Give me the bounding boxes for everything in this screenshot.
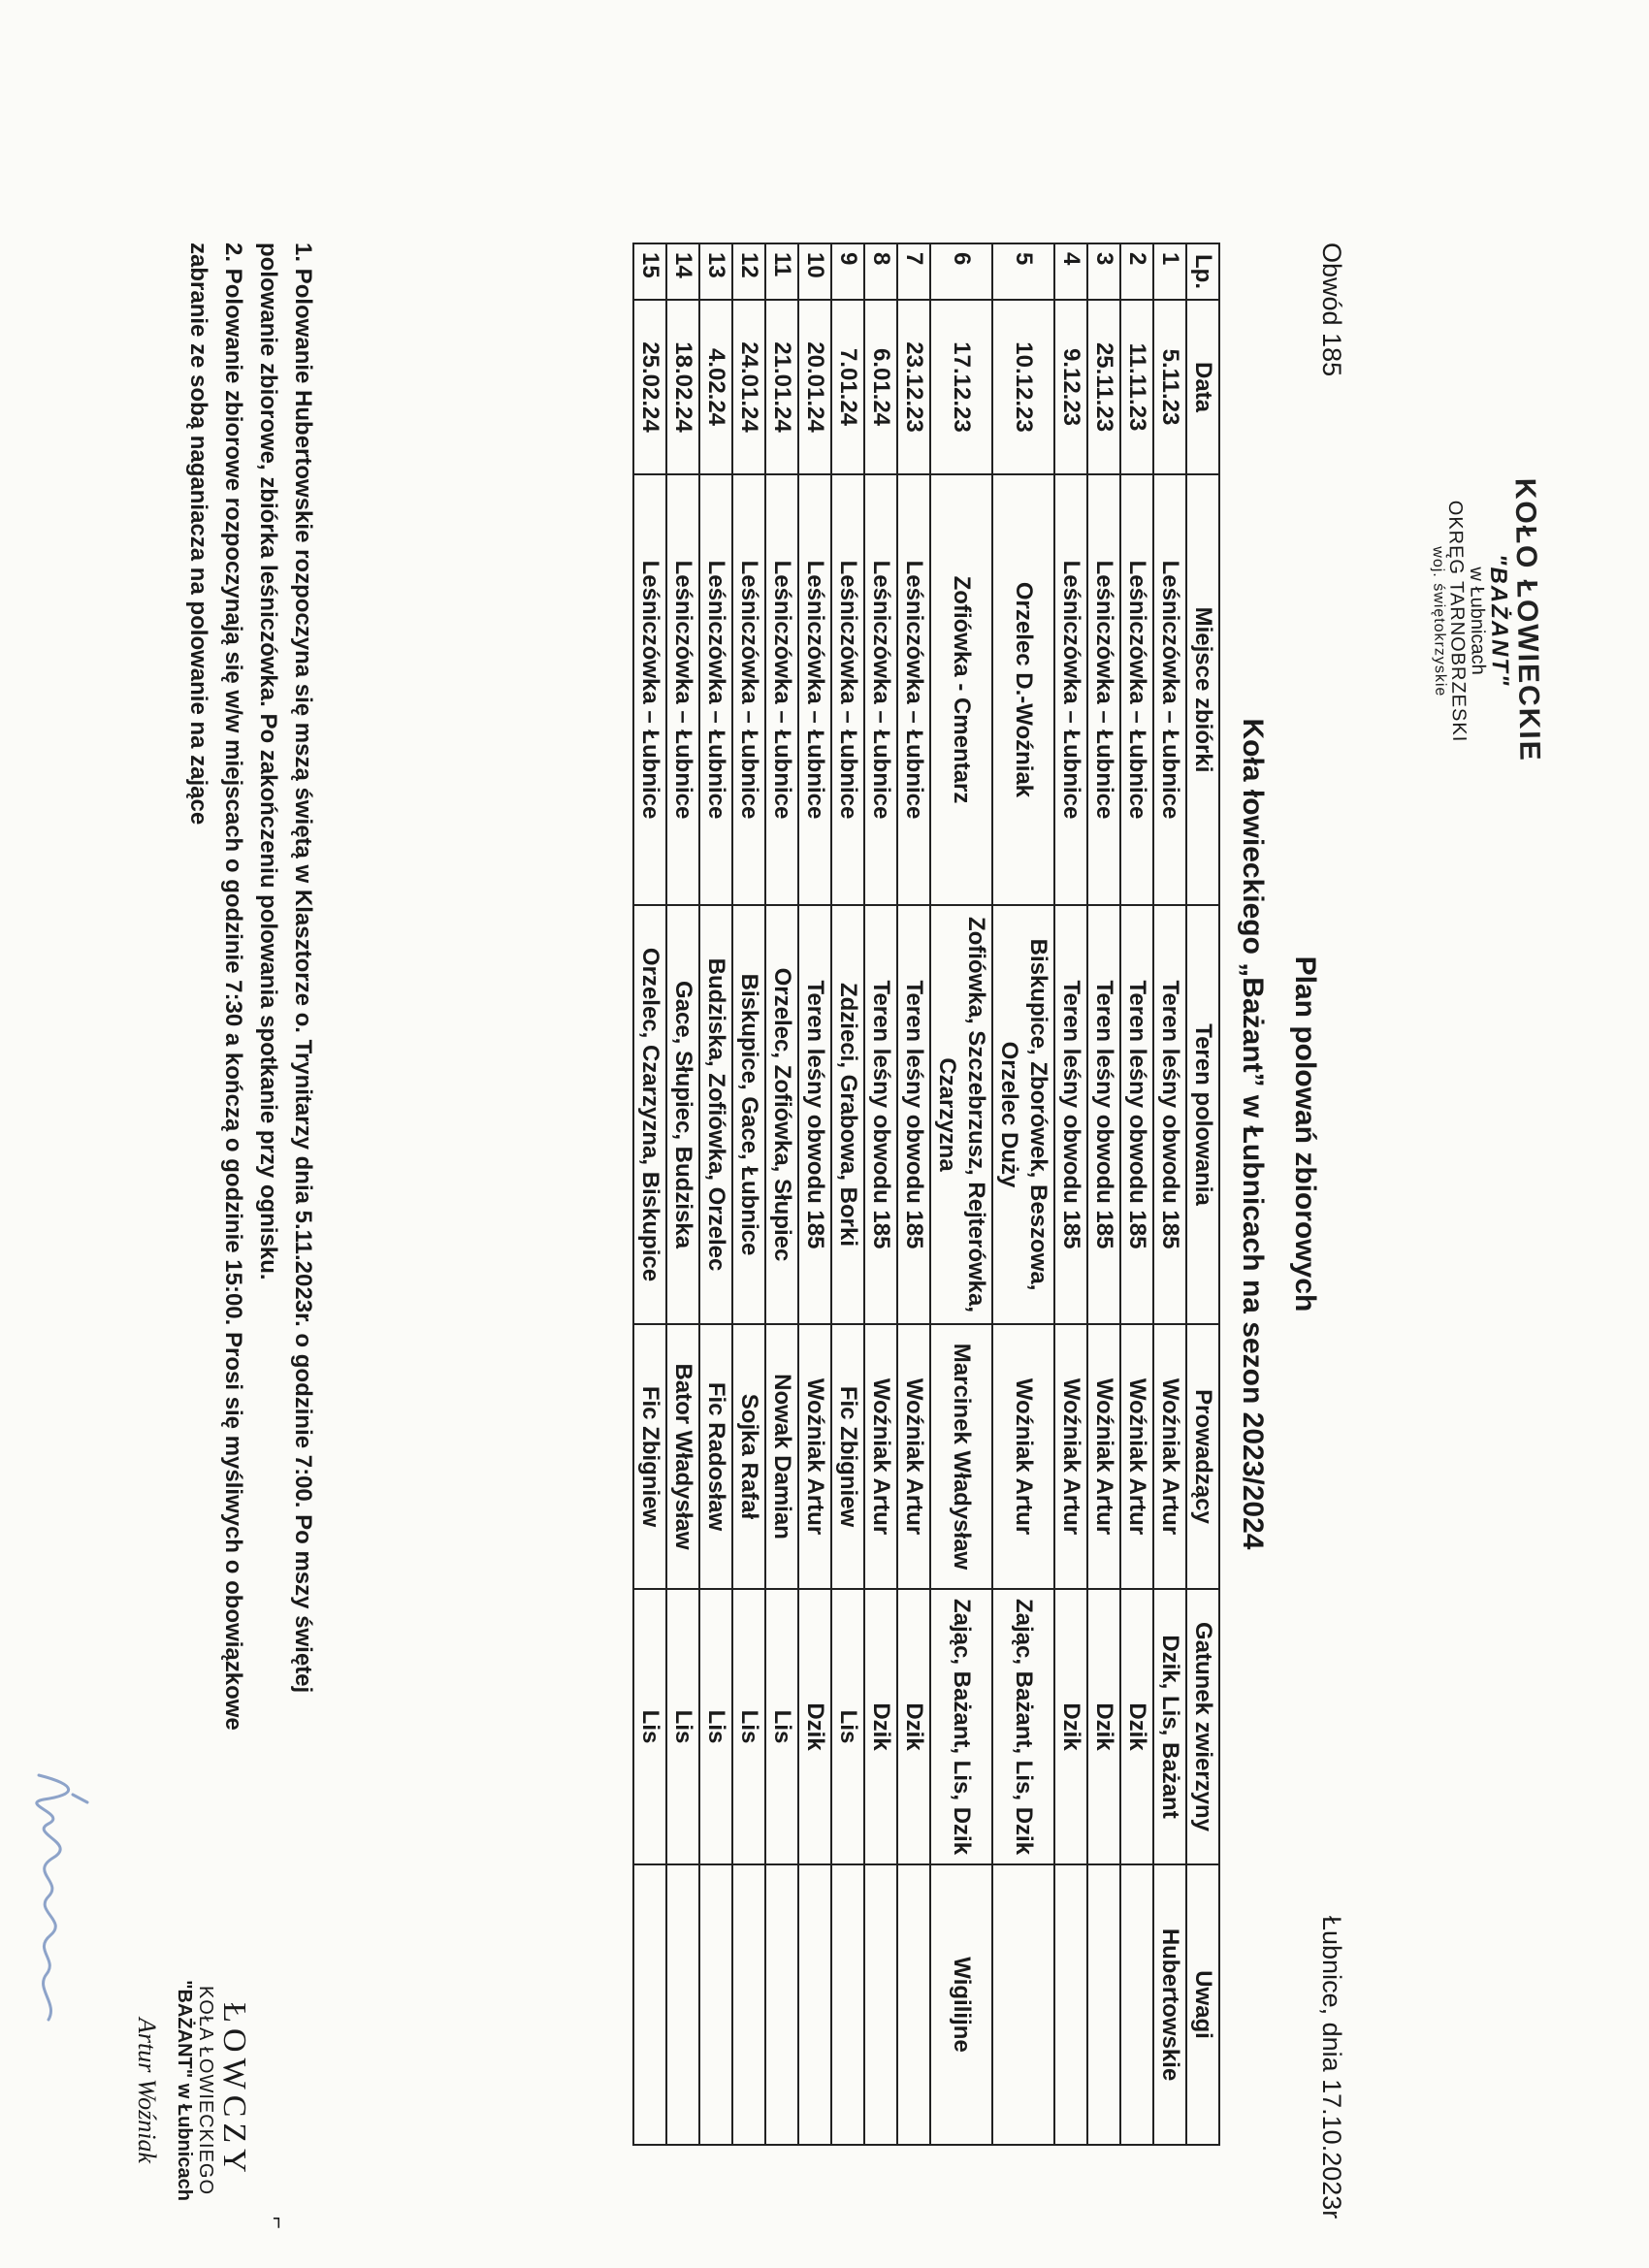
cell-data: 5.11.23 [1153, 300, 1186, 474]
notes-section [180, 243, 320, 2183]
header-gatunek: Gatunek zwierzyny [1186, 1589, 1219, 1864]
cell-gatunek: Zając, Bażant, Lis, Dzik [930, 1589, 992, 1864]
signature-line-2: KOŁA ŁOWIECKIEGO [194, 1985, 216, 2196]
table-row [992, 243, 1054, 2145]
cell-miejsce: Leśniczówka – Łubnice [897, 474, 930, 905]
note-1-line-2: polowanie zbiorowe, zbiórka leśniczówka. Po zakończeniu polowania spotkanie przy ognisku. [255, 243, 281, 1280]
cell-data: 11.11.23 [1120, 300, 1153, 474]
cell-prowadzacy: Nowak Damian [765, 1324, 798, 1589]
cell-gatunek: Zając, Bażant, Lis, Dzik [992, 1589, 1054, 1864]
cell-miejsce: Leśniczówka – Łubnice [864, 474, 897, 905]
obwod-label: Obwód 185 [1317, 243, 1346, 377]
cell-data: 4.02.24 [699, 300, 732, 474]
cell-gatunek: Lis [633, 1589, 666, 1864]
cell-teren: Budziska, Zofiówka, Orzelec [699, 905, 732, 1324]
table-row [765, 243, 798, 2145]
cell-lp: 2 [1120, 243, 1153, 300]
cell-prowadzacy: Woźniak Artur [1054, 1324, 1087, 1589]
stamp-line-2: "BAŻANT" [1485, 553, 1514, 688]
cell-teren: Teren leśny obwodu 185 [1087, 905, 1120, 1324]
cell-miejsce: Orzelec D.-Woźniak [992, 474, 1054, 905]
cell-uwagi [633, 1864, 666, 2145]
document-subtitle: Koła łowieckiego „Bażant” w Łubnicach na sezon 2023/2024 [1237, 718, 1269, 1550]
cell-teren: Teren leśny obwodu 185 [1120, 905, 1153, 1324]
header-miejsce: Miejsce zbiórki [1186, 474, 1219, 905]
cell-data: 21.01.24 [765, 300, 798, 474]
handwritten-signature [10, 1766, 97, 2057]
table-row [699, 243, 732, 2145]
cell-data: 20.01.24 [798, 300, 831, 474]
cell-miejsce: Zofiówka - Cmentarz [930, 474, 992, 905]
signature-title: ŁOWCZY [216, 2002, 252, 2179]
cell-miejsce: Leśniczówka – Łubnice [666, 474, 699, 905]
header-prowadzacy: Prowadzący [1186, 1324, 1219, 1589]
header-data: Data [1186, 300, 1219, 474]
table-row [666, 243, 699, 2145]
cell-lp: 8 [864, 243, 897, 300]
document-title: Plan polowań zbiorowych [1289, 956, 1321, 1312]
cell-gatunek: Dzik [1054, 1589, 1087, 1864]
signature-stroke-accent [73, 1795, 87, 1802]
cell-lp: 4 [1054, 243, 1087, 300]
stamp-line-3: w Łubnicach [1466, 567, 1490, 675]
cell-prowadzacy: Woźniak Artur [1153, 1324, 1186, 1589]
cell-teren: Zofiówka, Szczebrzusz, Rejterówka, Czarzyzna [930, 905, 992, 1324]
stamp-line-5: woj. świętokrzyskie [1429, 546, 1449, 697]
cell-teren: Gace, Słupiec, Budziska [666, 905, 699, 1324]
cell-gatunek: Dzik [864, 1589, 897, 1864]
cell-data: 23.12.23 [897, 300, 930, 474]
table-row [897, 243, 930, 2145]
signature-stroke [37, 1775, 69, 2020]
cell-gatunek: Lis [732, 1589, 765, 1864]
cell-lp: 3 [1087, 243, 1120, 300]
cell-gatunek: Dzik, Lis, Bażant [1153, 1589, 1186, 1864]
cell-lp: 1 [1153, 243, 1186, 300]
cell-uwagi [1120, 1864, 1153, 2145]
cell-lp: 6 [930, 243, 992, 300]
cell-teren: Teren leśny obwodu 185 [798, 905, 831, 1324]
cell-miejsce: Leśniczówka – Łubnice [732, 474, 765, 905]
cell-prowadzacy: Woźniak Artur [897, 1324, 930, 1589]
cell-uwagi: Hubertowskie [1153, 1864, 1186, 2145]
cell-teren: Teren leśny obwodu 185 [897, 905, 930, 1324]
cell-teren: Orzelec, Czarzyzna, Biskupice [633, 905, 666, 1324]
cell-data: 18.02.24 [666, 300, 699, 474]
table-row [633, 243, 666, 2145]
cell-uwagi [765, 1864, 798, 2145]
cell-miejsce: Leśniczówka – Łubnice [765, 474, 798, 905]
cell-teren: Zdzieci, Grabowa, Borki [831, 905, 864, 1324]
cell-teren: Orzelec, Zofiówka, Słupiec [765, 905, 798, 1324]
cell-lp: 10 [798, 243, 831, 300]
note-2-line-2: zabranie ze sobą naganiacza na polowanie na zające [185, 243, 211, 826]
cell-gatunek: Dzik [1120, 1589, 1153, 1864]
cell-uwagi [897, 1864, 930, 2145]
note-2-line-1: 2. Polowanie zbiorowe rozpoczynają się w/w miejscach o godzinie 7:30 a kończą o godzinie 15:00. Prosi się myśliwych o obowiązkowe [220, 243, 246, 1731]
cell-miejsce: Leśniczówka – Łubnice [1120, 474, 1153, 905]
cell-miejsce: Leśniczówka – Łubnice [1054, 474, 1087, 905]
cell-uwagi: Wigilijne [930, 1864, 992, 2145]
table-row [864, 243, 897, 2145]
cell-lp: 7 [897, 243, 930, 300]
cell-teren: Teren leśny obwodu 185 [864, 905, 897, 1324]
table-header-row [1186, 243, 1219, 2145]
note-1-line-1: 1. Polowanie Hubertowskie rozpoczyna się mszą świętą w Klasztorze o. Trynitarzy dnia 5.11.2023r. o godzinie 7:00. Po mszy świętej [290, 243, 316, 1694]
hunt-plan-table [632, 243, 1220, 2146]
table-row [1120, 243, 1153, 2145]
cell-uwagi [1087, 1864, 1120, 2145]
cell-lp: 13 [699, 243, 732, 300]
signature-line-3: "BAŻANT" w Łubnicach [173, 1980, 195, 2201]
cell-prowadzacy: Fic Radosław [699, 1324, 732, 1589]
cell-uwagi [831, 1864, 864, 2145]
cell-miejsce: Leśniczówka – Łubnice [831, 474, 864, 905]
cell-data: 9.12.23 [1054, 300, 1087, 474]
table-row [732, 243, 765, 2145]
cell-data: 25.02.24 [633, 300, 666, 474]
cell-gatunek: Lis [666, 1589, 699, 1864]
stamp-line-1: KOŁO ŁOWIECKIE [1508, 477, 1546, 763]
cell-prowadzacy: Woźniak Artur [1120, 1324, 1153, 1589]
signature-name: Artur Woźniak [132, 2018, 161, 2163]
table-row [1087, 243, 1120, 2145]
cell-lp: 11 [765, 243, 798, 300]
cell-miejsce: Leśniczówka – Łubnice [1087, 474, 1120, 905]
header-lp: Lp. [1186, 243, 1219, 300]
club-stamp [1428, 455, 1545, 787]
cell-uwagi [992, 1864, 1054, 2145]
cell-uwagi [1054, 1864, 1087, 2145]
cell-miejsce: Leśniczówka – Łubnice [633, 474, 666, 905]
cell-gatunek: Dzik [1087, 1589, 1120, 1864]
cell-prowadzacy: Sojka Rafał [732, 1324, 765, 1589]
cell-gatunek: Dzik [798, 1589, 831, 1864]
cell-uwagi [798, 1864, 831, 2145]
cell-data: 17.12.23 [930, 300, 992, 474]
place-date: Łubnice, dnia 17.10.2023r [1317, 1916, 1346, 2219]
cell-data: 6.01.24 [864, 300, 897, 474]
table-row [798, 243, 831, 2145]
cell-gatunek: Lis [765, 1589, 798, 1864]
cell-teren: Teren leśny obwodu 185 [1054, 905, 1087, 1324]
cell-gatunek: Lis [831, 1589, 864, 1864]
cell-gatunek: Lis [699, 1589, 732, 1864]
header-teren: Teren polowania [1186, 905, 1219, 1324]
cell-gatunek: Dzik [897, 1589, 930, 1864]
cell-lp: 15 [633, 243, 666, 300]
cell-data: 10.12.23 [992, 300, 1054, 474]
cell-lp: 9 [831, 243, 864, 300]
cell-lp: 5 [992, 243, 1054, 300]
cell-prowadzacy: Woźniak Artur [1087, 1324, 1120, 1589]
cell-prowadzacy: Woźniak Artur [864, 1324, 897, 1589]
cell-teren: Biskupice, Zborówek, Beszowa, Orzelec Duży [992, 905, 1054, 1324]
stamp-line-4: OKRĘG TARNOBRZESKI [1444, 500, 1471, 743]
cell-prowadzacy: Bator Władysław [666, 1324, 699, 1589]
cell-data: 7.01.24 [831, 300, 864, 474]
cell-uwagi [732, 1864, 765, 2145]
cell-prowadzacy: Woźniak Artur [798, 1324, 831, 1589]
cell-uwagi [666, 1864, 699, 2145]
cell-prowadzacy: Fic Zbigniew [633, 1324, 666, 1589]
cell-miejsce: Leśniczówka – Łubnice [699, 474, 732, 905]
cell-teren: Biskupice, Gace, Łubnice [732, 905, 765, 1324]
table-row [930, 243, 992, 2145]
table-row [1153, 243, 1186, 2145]
cell-prowadzacy: Fic Zbigniew [831, 1324, 864, 1589]
table-row [831, 243, 864, 2145]
header-uwagi: Uwagi [1186, 1864, 1219, 2145]
cell-miejsce: Leśniczówka – Łubnice [798, 474, 831, 905]
cell-prowadzacy: Marcinek Władysław [930, 1324, 992, 1589]
cell-teren: Teren leśny obwodu 185 [1153, 905, 1186, 1324]
cell-prowadzacy: Woźniak Artur [992, 1324, 1054, 1589]
signature-stamp [132, 1930, 252, 2251]
cell-uwagi [864, 1864, 897, 2145]
cell-data: 24.01.24 [732, 300, 765, 474]
cell-uwagi [699, 1864, 732, 2145]
table-row [1054, 243, 1087, 2145]
corner-mark: ⌐ [267, 2217, 291, 2229]
cell-lp: 14 [666, 243, 699, 300]
cell-data: 25.11.23 [1087, 300, 1120, 474]
cell-miejsce: Leśniczówka – Łubnice [1153, 474, 1186, 905]
cell-lp: 12 [732, 243, 765, 300]
